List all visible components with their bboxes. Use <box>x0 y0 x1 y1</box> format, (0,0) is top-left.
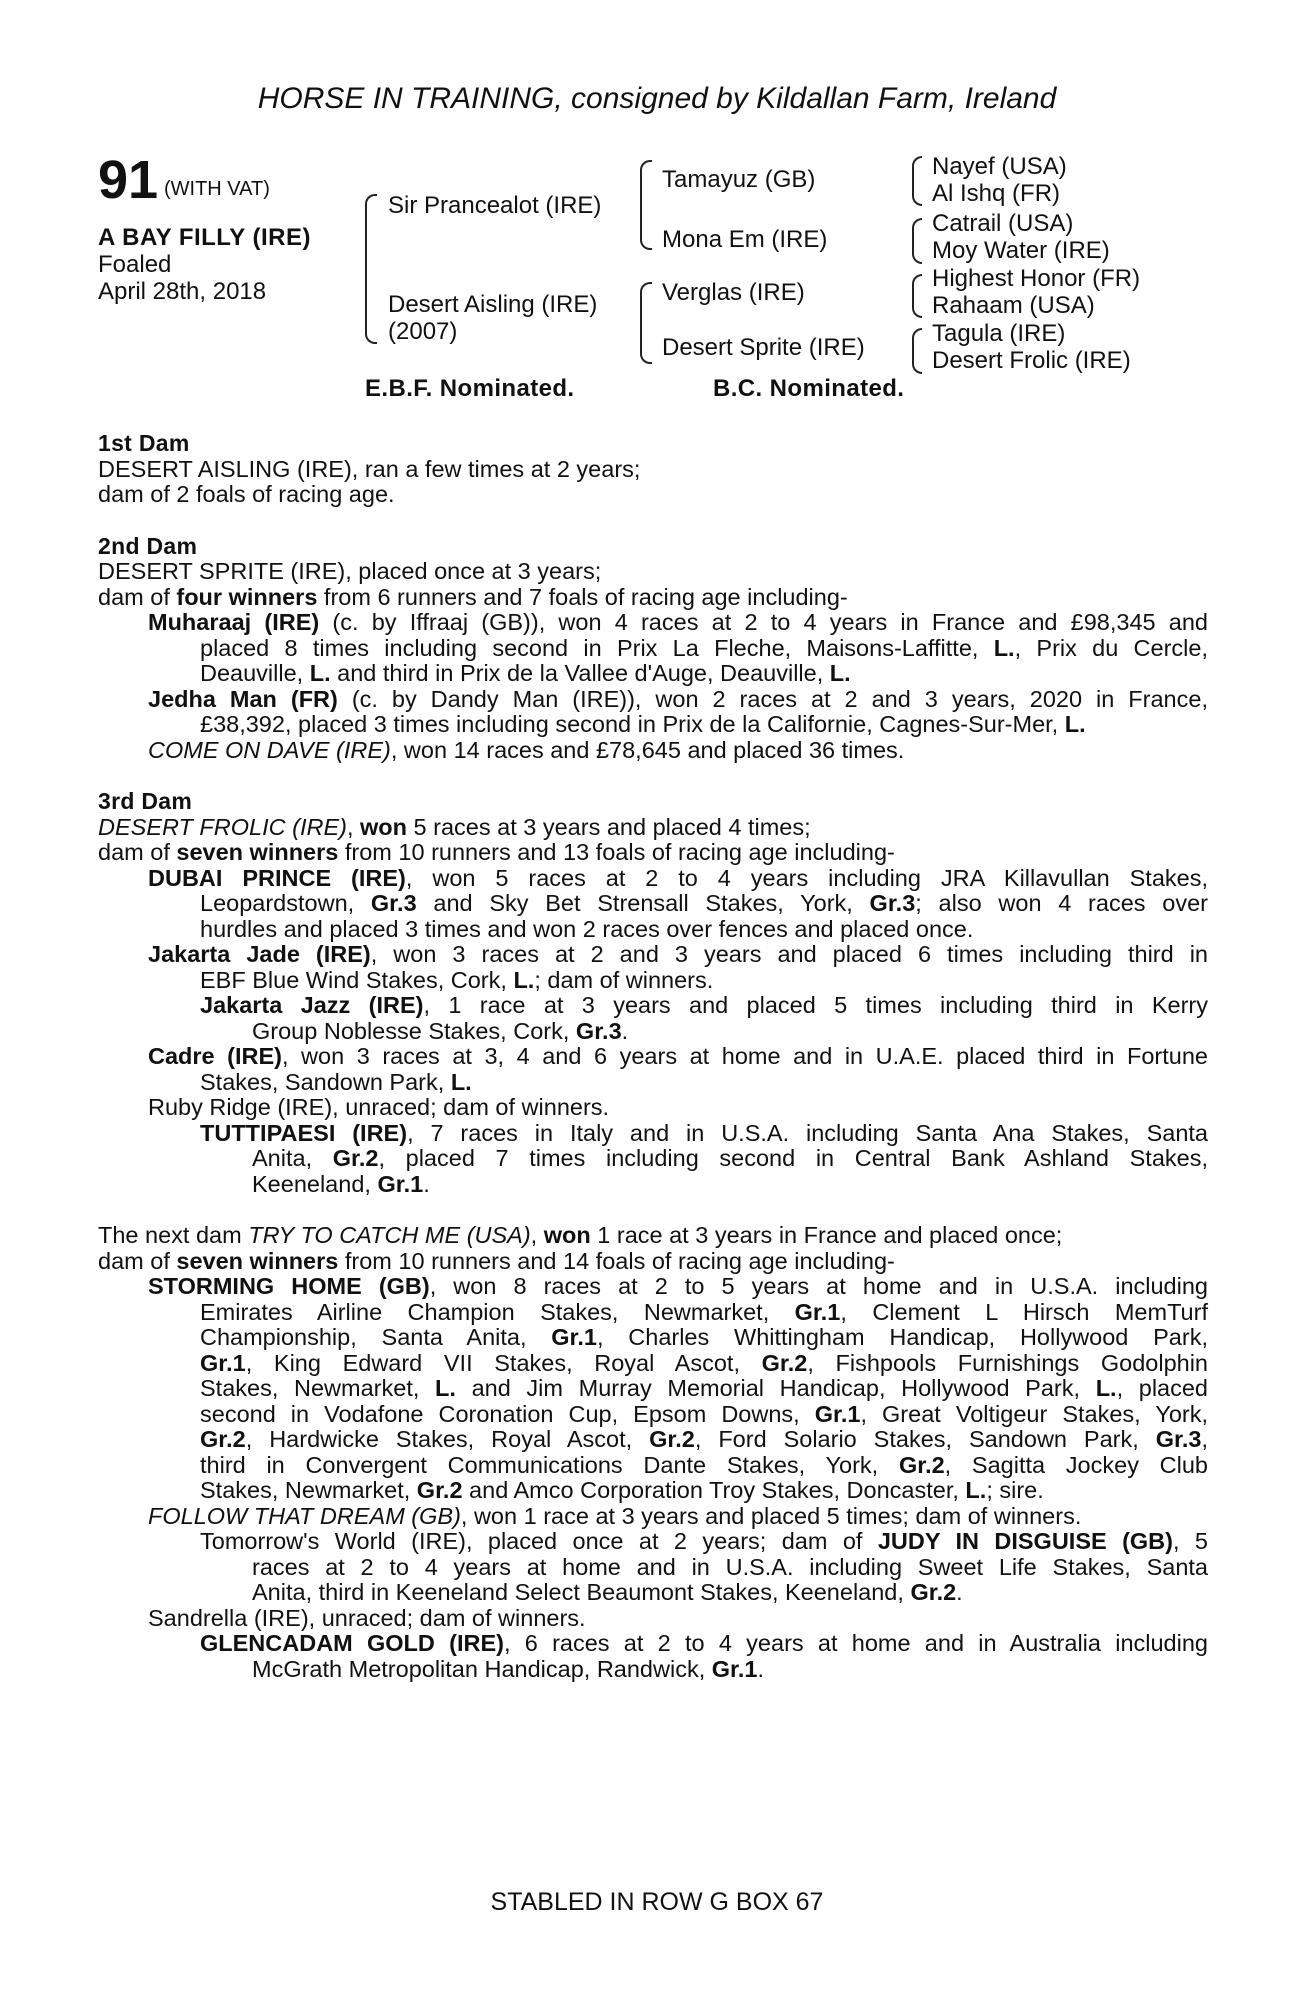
progeny-line: Anita, third in Keeneland Select Beaumont Stakes, Keeneland, Gr.2. <box>252 1579 963 1605</box>
catalogue-body <box>98 431 1208 1682</box>
pedigree-brace-g2 <box>912 218 922 264</box>
progeny-line: Gr.1, King Edward VII Stakes, Royal Ascot, Gr.2, Fishpools Furnishings Godolphin <box>200 1349 1208 1376</box>
horse-name: A BAY FILLY (IRE) <box>98 224 311 251</box>
progeny-line: second in Vodafone Coronation Cup, Epsom Downs, Gr.1, Great Voltigeur Stakes, York, <box>200 1400 1208 1427</box>
pedigree-brace-g4 <box>912 328 922 374</box>
third-dam-line: dam of seven winners from 10 runners and 13 foals of racing age including- <box>98 839 895 865</box>
next-dam-line: dam of seven winners from 10 runners and 14 foals of racing age including- <box>98 1247 895 1274</box>
pedigree-brace-g3 <box>912 274 922 318</box>
progeny-line: Emirates Airline Champion Stakes, Newmarket, Gr.1, Clement L Hirsch MemTurf <box>200 1298 1208 1325</box>
progeny-line: Stakes, Sandown Park, L. <box>200 1068 472 1095</box>
progeny-line: Leopardstown, Gr.3 and Sky Bet Strensall Stakes, York, Gr.3; also won 4 races over <box>200 890 1208 916</box>
stable-location: STABLED IN ROW G BOX 67 <box>490 1888 824 1916</box>
bc-nominated: B.C. Nominated. <box>713 375 905 402</box>
progeny-line: £38,392, placed 3 times including second in Prix de la Californie, Cagnes-Sur-Mer, L. <box>200 711 1086 737</box>
progeny-line: third in Convergent Communications Dante Stakes, York, Gr.2, Sagitta Jockey Club <box>200 1451 1209 1478</box>
second-dam-line: dam of four winners from 6 runners and 7 foals of racing age including- <box>98 583 848 610</box>
foaled-date: April 28th, 2018 <box>98 278 267 305</box>
progeny-line: Stakes, Newmarket, Gr.2 and Amco Corporation Troy Stakes, Doncaster, L.; sire. <box>200 1477 1044 1503</box>
progeny-line: Jakarta Jazz (IRE), 1 race at 3 years and placed 5 times including third in Kerry <box>200 992 1208 1018</box>
pedigree-dam-year: (2007) <box>388 318 458 345</box>
page-title: HORSE IN TRAINING, consigned by Kildallan Farm, Ireland <box>257 82 1057 115</box>
pedigree-g2: Al Ishq (FR) <box>932 180 1061 207</box>
progeny-line: Group Noblesse Stakes, Cork, Gr.3. <box>252 1017 629 1044</box>
progeny-line: FOLLOW THAT DREAM (GB), won 1 race at 3 years and placed 5 times; dam of winners. <box>148 1502 1082 1529</box>
progeny-line: Cadre (IRE), won 3 races at 3, 4 and 6 years at home and in U.A.E. placed third in Fortune <box>148 1043 1208 1069</box>
third-dam-line: DESERT FROLIC (IRE), won 5 races at 3 years and placed 4 times; <box>98 813 811 840</box>
progeny-line: Gr.2, Hardwicke Stakes, Royal Ascot, Gr.2, Ford Solario Stakes, Sandown Park, Gr.3, <box>200 1426 1208 1452</box>
progeny-line: Stakes, Newmarket, L. and Jim Murray Memorial Handicap, Hollywood Park, L., placed <box>200 1375 1209 1401</box>
progeny-line: Sandrella (IRE), unraced; dam of winners. <box>148 1604 586 1631</box>
progeny-line: STORMING HOME (GB), won 8 races at 2 to 5 years at home and in U.S.A. including <box>148 1273 1208 1299</box>
pedigree-brace-dam <box>640 282 652 364</box>
progeny-line: hurdles and placed 3 times and won 2 races over fences and placed once. <box>200 915 974 942</box>
progeny-line: TUTTIPAESI (IRE), 7 races in Italy and in U.S.A. including Santa Ana Stakes, Santa <box>200 1119 1208 1146</box>
pedigree-g7: Tagula (IRE) <box>932 320 1066 347</box>
third-dam-heading: 3rd Dam <box>98 788 193 814</box>
progeny-line: GLENCADAM GOLD (IRE), 6 races at 2 to 4 years at home and in Australia including <box>200 1630 1208 1656</box>
pedigree-g1: Nayef (USA) <box>932 153 1067 180</box>
pedigree-sire-dam: Mona Em (IRE) <box>662 226 828 253</box>
progeny-line: McGrath Metropolitan Handicap, Randwick, Gr.1. <box>252 1655 765 1682</box>
pedigree-brace-g1 <box>912 156 922 206</box>
pedigree-g3: Catrail (USA) <box>932 210 1074 237</box>
first-dam-line: dam of 2 foals of racing age. <box>98 481 395 507</box>
pedigree-g4: Moy Water (IRE) <box>932 237 1110 264</box>
progeny-line: Tomorrow's World (IRE), placed once at 2 years; dam of JUDY IN DISGUISE (GB), 5 <box>200 1528 1208 1554</box>
progeny-line: Jedha Man (FR) (c. by Dandy Man (IRE)), won 2 races at 2 and 3 years, 2020 in France, <box>148 685 1208 712</box>
pedigree-g6: Rahaam (USA) <box>932 292 1095 319</box>
progeny-line: EBF Blue Wind Stakes, Cork, L.; dam of winners. <box>200 966 714 993</box>
progeny-line: DUBAI PRINCE (IRE), won 5 races at 2 to 4 years including JRA Killavullan Stakes, <box>148 864 1208 891</box>
first-dam-line: DESERT AISLING (IRE), ran a few times at 2 years; <box>98 455 641 482</box>
second-dam-heading: 2nd Dam <box>98 532 198 559</box>
second-dam-line: DESERT SPRITE (IRE), placed once at 3 years; <box>98 558 602 584</box>
lot-number: 91 <box>98 150 159 210</box>
first-dam-heading: 1st Dam <box>98 430 190 456</box>
pedigree-brace-sire <box>640 160 652 250</box>
vat-note: (WITH VAT) <box>164 178 270 200</box>
pedigree-dam: Desert Aisling (IRE) <box>388 291 598 318</box>
pedigree-brace-main <box>365 194 377 344</box>
pedigree-g8: Desert Frolic (IRE) <box>932 347 1131 374</box>
progeny-line: Keeneland, Gr.1. <box>252 1170 430 1197</box>
next-dam-line: The next dam TRY TO CATCH ME (USA), won 1 race at 3 years in France and placed once; <box>98 1222 1063 1248</box>
pedigree-dam-sire: Verglas (IRE) <box>662 279 805 306</box>
progeny-line: Ruby Ridge (IRE), unraced; dam of winners. <box>148 1094 610 1120</box>
pedigree-dam-dam: Desert Sprite (IRE) <box>662 334 865 361</box>
progeny-line: Jakarta Jade (IRE), won 3 races at 2 and 3 years and placed 6 times including third in <box>148 941 1208 967</box>
pedigree-sire: Sir Prancealot (IRE) <box>388 192 602 219</box>
progeny-line: COME ON DAVE (IRE), won 14 races and £78,645 and placed 36 times. <box>148 736 905 763</box>
progeny-line: Championship, Santa Anita, Gr.1, Charles Whittingham Handicap, Hollywood Park, <box>200 1324 1208 1350</box>
foaled-label: Foaled <box>98 251 172 278</box>
progeny-line: Anita, Gr.2, placed 7 times including second in Central Bank Ashland Stakes, <box>252 1145 1208 1171</box>
pedigree-g5: Highest Honor (FR) <box>932 265 1141 292</box>
progeny-line: Deauville, L. and third in Prix de la Vallee d'Auge, Deauville, L. <box>200 660 851 686</box>
progeny-line: races at 2 to 4 years at home and in U.S.A. including Sweet Life Stakes, Santa <box>252 1553 1208 1580</box>
progeny-line: placed 8 times including second in Prix La Fleche, Maisons-Laffitte, L., Prix du Cercle, <box>200 634 1208 661</box>
pedigree-sire-sire: Tamayuz (GB) <box>662 166 816 193</box>
progeny-line: Muharaaj (IRE) (c. by Iffraaj (GB)), won 4 races at 2 to 4 years in France and £98,345 and <box>148 609 1209 635</box>
ebf-nominated: E.B.F. Nominated. <box>365 375 575 402</box>
